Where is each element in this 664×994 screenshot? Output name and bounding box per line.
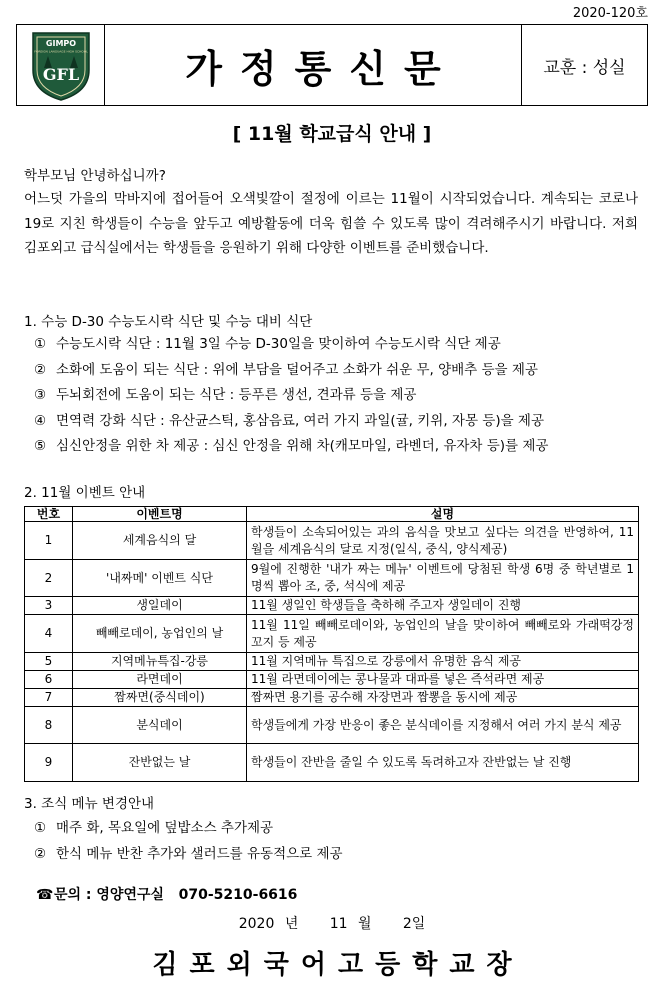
section1-list [34,332,640,460]
table-row [25,560,639,597]
row-description: 학생들이 소속되어있는 과의 음식을 맛보고 싶다는 의견을 반영하여, 11월을 세계음식의 달로 지정(일식, 중식, 양식제공) [247,522,639,560]
list-item [34,816,640,842]
school-emblem-icon [29,30,93,102]
section3-list [34,816,640,867]
header-description: 설명 [247,507,639,522]
section2-title: 2. 11월 이벤트 안내 [24,485,146,501]
row-event-name: 잔반없는 날 [73,744,247,782]
list-item [34,434,640,460]
row-event-name: 짬짜면(중식데이) [73,689,247,707]
section3-title: 3. 조식 메뉴 변경안내 [24,796,155,812]
row-no: 6 [25,671,73,689]
row-description: 9월에 진행한 '내가 짜는 메뉴' 이벤트에 당첨된 학생 6명 중 학년별로 1명씩 뽑아 조, 중, 석식에 제공 [247,560,639,597]
row-description: 짬짜면 용기를 공수해 자장면과 짬뽕을 동시에 제공 [247,689,639,707]
row-description: 11월 라면데이에는 콩나물과 대파를 넣은 즉석라면 제공 [247,671,639,689]
document-title: [ 11월 학교급식 안내 ] [232,123,432,145]
issue-number: 2020-120호 [572,6,648,21]
item-number: ② [34,845,47,862]
item-number: ① [34,820,47,836]
row-no: 7 [25,689,73,707]
row-no: 4 [25,615,73,653]
item-text: 매주 화, 목요일에 덮밥소스 추가제공 [56,820,274,836]
table-row [25,671,639,689]
greeting: 학부모님 안녕하십니까? [24,168,166,184]
list-item [34,383,640,409]
table-row [25,522,639,560]
item-number: ② [34,361,47,378]
row-description: 학생들이 잔반을 줄일 수 있도록 독려하고자 잔반없는 날 진행 [247,744,639,782]
table-row [25,744,639,782]
item-number: ③ [34,387,47,403]
row-no: 5 [25,653,73,671]
contact-info [36,884,297,904]
item-text: 소화에 도움이 되는 식단 : 위에 부담을 덜어주고 소화가 쉬운 무, 양배추 등을 제공 [56,361,538,378]
row-event-name: 생일데이 [73,597,247,615]
header-event-name: 이벤트명 [73,507,247,522]
letter-title: 가정통신문 [185,46,459,91]
logo-top-text: GIMPO [45,39,77,48]
item-text: 한식 메뉴 반찬 추가와 샐러드를 유동적으로 제공 [56,845,343,862]
row-event-name: 빼빼로데이, 농업인의 날 [73,615,247,653]
event-table [24,506,639,782]
row-no: 9 [25,744,73,782]
intro-paragraph: 어느덧 가을의 막바지에 접어들어 오색빛깔이 절정에 이르는 11월이 시작되었습니다. 계속되는 코로나19로 지친 학생들이 수능을 앞두고 예방활동에 더욱 힘쓸 수 있도록 많이 격려해주시기 바랍니다. 저희 김포외고 급식실에서는 학생들을 응원하기 위해 다양한 이벤트를 준비했습니다. [24,191,638,256]
row-event-name: 지역메뉴특집-강릉 [73,653,247,671]
table-row [25,597,639,615]
row-description: 11월 지역메뉴 특집으로 강릉에서 유명한 음식 제공 [247,653,639,671]
item-number: ① [34,336,47,352]
table-row [25,707,639,744]
header-no: 번호 [25,507,73,522]
table-row [25,653,639,671]
row-description: 학생들에게 가장 반응이 좋은 분식데이를 지정해서 여러 가지 분식 제공 [247,707,639,744]
item-text: 심신안정을 위한 차 제공 : 심신 안정을 위해 차(캐모마일, 라벤더, 유자차 등)를 제공 [56,438,549,454]
list-item [34,332,640,358]
list-item [34,842,640,868]
contact-text: 문의 : 영양연구실 070-5210-6616 [54,887,298,903]
item-number: ⑤ [34,438,47,454]
row-description: 11월 생일인 학생들을 축하해 주고자 생일데이 진행 [247,597,639,615]
school-logo [17,25,105,105]
item-number: ④ [34,412,47,429]
row-event-name: 세계음식의 달 [73,522,247,560]
item-text: 면역력 강화 식단 : 유산균스틱, 홍삼음료, 여러 가지 과일(귤, 키위, 자몽 등)을 제공 [56,412,545,429]
table-header-row [25,507,639,522]
school-principal-signature: 김포외국어고등학교장 [152,950,524,980]
table-row [25,615,639,653]
row-event-name: 분식데이 [73,707,247,744]
row-event-name: 라면데이 [73,671,247,689]
row-no: 1 [25,522,73,560]
row-description: 11월 11일 빼빼로데이와, 농업인의 날을 맞이하여 빼빼로와 가래떡강정꼬지 등 제공 [247,615,639,653]
list-item [34,358,640,384]
row-no: 8 [25,707,73,744]
row-no: 3 [25,597,73,615]
phone-icon: ☎ [36,887,54,903]
list-item [34,409,640,435]
school-motto: 교훈 : 성실 [521,25,647,105]
issue-date: 2020 년 11 월 2일 [238,916,426,932]
letter-header [16,24,648,106]
row-event-name: '내짜메' 이벤트 식단 [73,560,247,597]
logo-main-text: GFL [42,65,80,84]
logo-sub-text: FOREIGN LANGUAGE HIGH SCHOOL [34,49,88,54]
item-text: 수능도시락 식단 : 11월 3일 수능 D-30일을 맞이하여 수능도시락 식단 제공 [56,336,501,352]
section1-title: 1. 수능 D-30 수능도시락 식단 및 수능 대비 식단 [24,314,313,330]
row-no: 2 [25,560,73,597]
table-row [25,689,639,707]
item-text: 두뇌회전에 도움이 되는 식단 : 등푸른 생선, 견과류 등을 제공 [56,387,417,403]
